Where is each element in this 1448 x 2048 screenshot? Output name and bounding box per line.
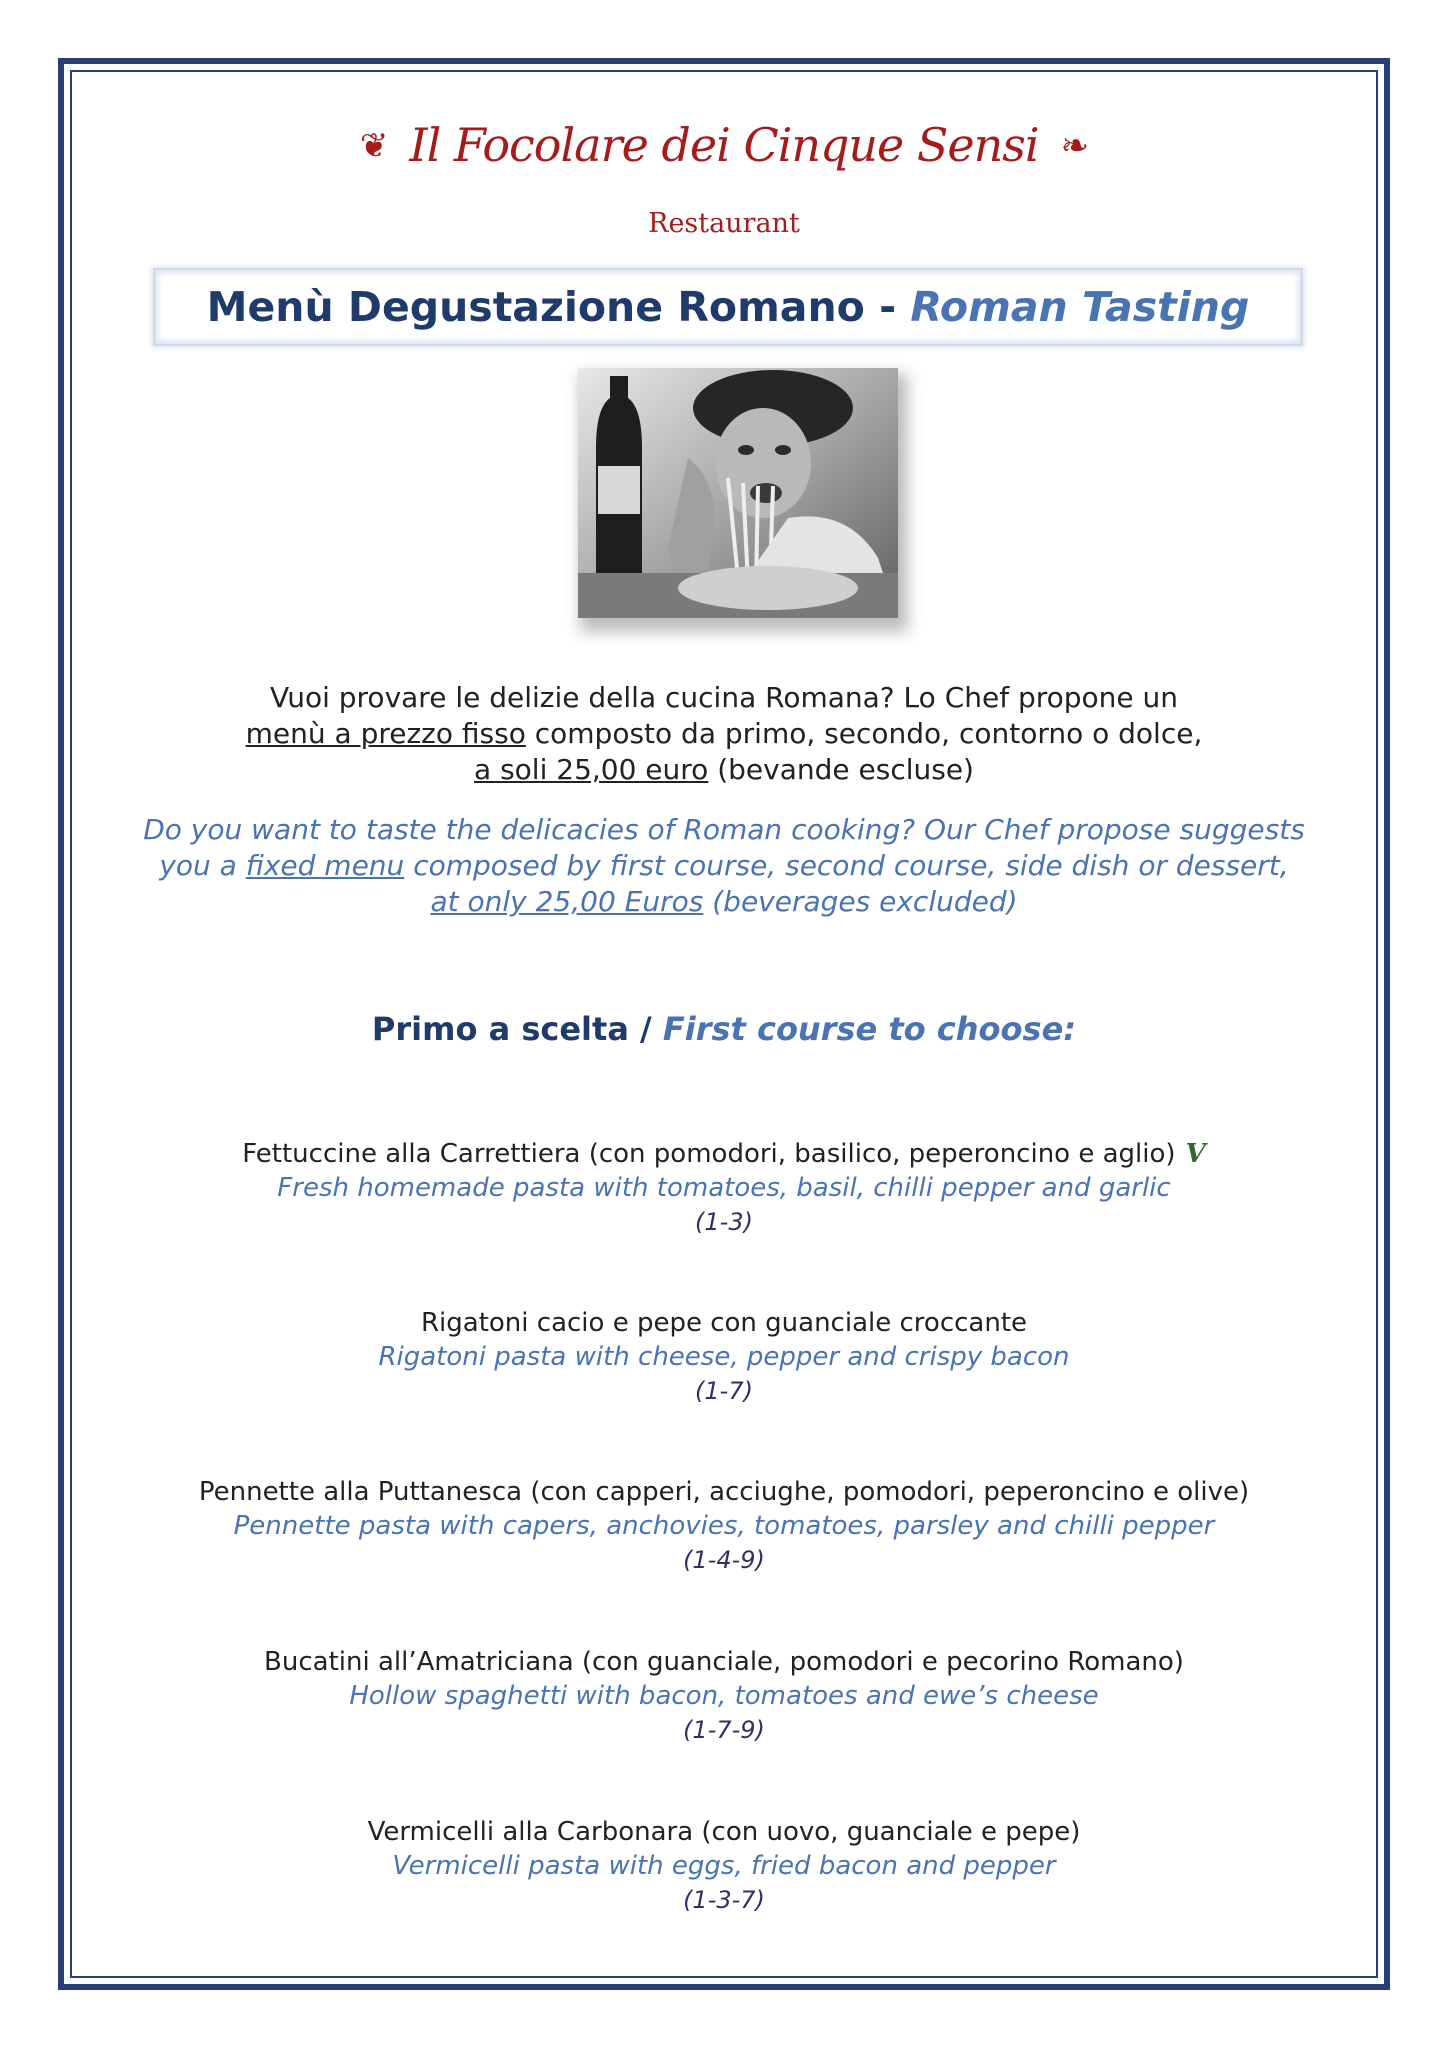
restaurant-name: Il Focolare dei Cinque Sensi	[409, 118, 1039, 172]
menu-title-banner	[153, 268, 1303, 346]
ornament-right-icon: ❧	[1060, 126, 1089, 166]
menu-title-en: Roman Tasting	[910, 283, 1250, 331]
dish-allergens: (1-3)	[695, 1208, 753, 1236]
dish-name-it: Bucatini all’Amatriciana (con guanciale, pomodori e pecorino Romano)	[264, 1647, 1184, 1677]
intro-it-line-3: a soli 25,00 euro (bevande escluse)	[474, 753, 974, 786]
man-eating-spaghetti-image	[578, 368, 898, 618]
dish-name-en: Pennette pasta with capers, anchovies, tomatoes, parsley and chilli pepper	[233, 1511, 1215, 1541]
section-title	[70, 1010, 1378, 1048]
dish-item	[70, 1475, 1378, 1577]
dish-item	[70, 1815, 1378, 1917]
dish-name-en: Rigatoni pasta with cheese, pepper and crispy bacon	[378, 1342, 1070, 1372]
dish-name-en: Hollow spaghetti with bacon, tomatoes and ewe’s cheese	[349, 1681, 1099, 1711]
restaurant-subtitle: Restaurant	[648, 208, 800, 239]
intro-it-line-1: Vuoi provare le delizie della cucina Romana? Lo Chef propone un	[269, 681, 1179, 714]
dish-name-it: Rigatoni cacio e pepe con guanciale croccante	[420, 1308, 1028, 1338]
dish-name-en: Fresh homemade pasta with tomatoes, basil, chilli pepper and garlic	[277, 1173, 1171, 1203]
menu-title-it: Menù Degustazione Romano	[206, 283, 865, 331]
intro-en-line-1: Do you want to taste the delicacies of Roman cooking? Our Chef propose suggests	[143, 813, 1305, 846]
intro-en-line-3: at only 25,00 Euros (beverages excluded)	[430, 885, 1018, 918]
dish-allergens: (1-3-7)	[683, 1886, 765, 1914]
vegetarian-icon: V	[1185, 1139, 1206, 1169]
price-it: a soli 25,00 euro	[474, 753, 709, 786]
dish-name-it: Pennette alla Puttanesca (con capperi, acciughe, pomodori, peperoncino e olive)	[198, 1477, 1250, 1507]
fixed-price-menu-it: menù a prezzo fisso	[245, 717, 526, 750]
dish-name-en: Vermicelli pasta with eggs, fried bacon and pepper	[392, 1851, 1056, 1881]
section-title-it: Primo a scelta	[371, 1010, 629, 1048]
ornament-left-icon: ❦	[359, 126, 388, 166]
intro-italian	[70, 680, 1378, 788]
intro-en-line-2: you a fixed menu composed by first course, second course, side dish or dessert,	[159, 849, 1289, 882]
intro-it-line-2: menù a prezzo fisso composto da primo, secondo, contorno o dolce,	[245, 717, 1203, 750]
dish-allergens: (1-7-9)	[683, 1716, 765, 1744]
section-title-separator: /	[628, 1010, 663, 1048]
dish-allergens: (1-7)	[695, 1377, 753, 1405]
price-en: at only 25,00 Euros	[430, 885, 704, 918]
dish-item	[70, 1645, 1378, 1747]
restaurant-title	[70, 118, 1378, 172]
dish-allergens: (1-4-9)	[683, 1546, 765, 1574]
dish-name-it: Fettuccine alla Carrettiera (con pomodori, basilico, peperoncino e aglio)	[242, 1139, 1176, 1169]
menu-title-separator: -	[864, 283, 911, 331]
vintage-photo	[578, 368, 898, 618]
dish-item	[70, 1306, 1378, 1408]
dish-name-it: Vermicelli alla Carbonara (con uovo, guanciale e pepe)	[367, 1817, 1081, 1847]
section-title-en: First course to choose:	[662, 1010, 1077, 1048]
dish-item	[70, 1137, 1378, 1239]
intro-english	[70, 812, 1378, 920]
fixed-menu-en: fixed menu	[245, 849, 405, 882]
